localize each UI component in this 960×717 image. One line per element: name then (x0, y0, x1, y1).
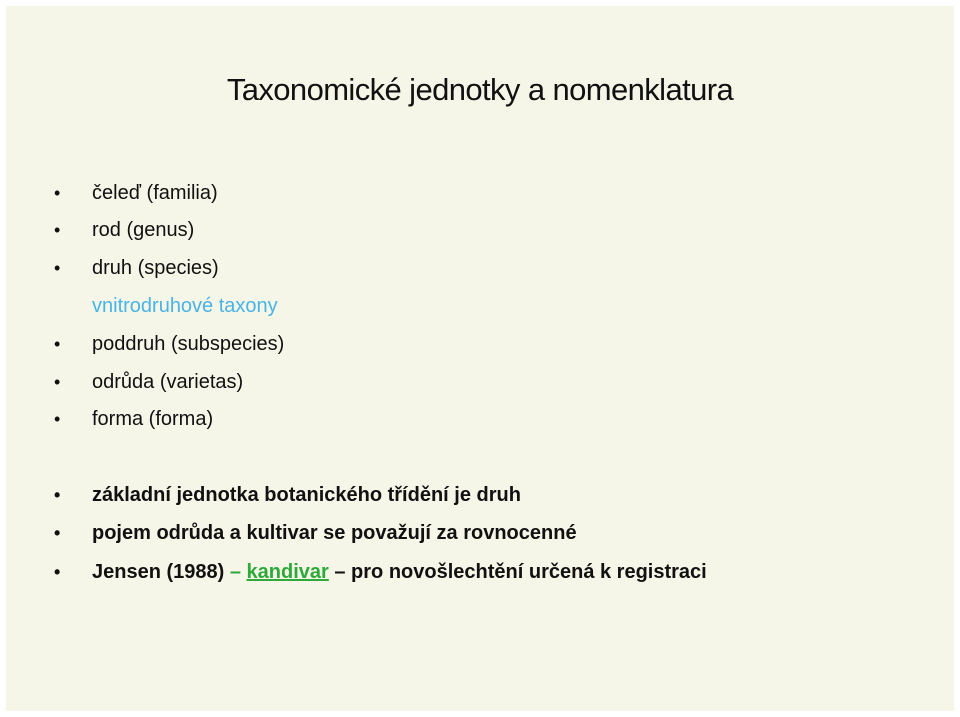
note-text: pojem odrůda a kultivar se považují za rovnocenné (92, 522, 577, 544)
infraspecific-text: poddruh (subspecies) (92, 333, 285, 355)
rank-text: čeleď (familia) (92, 182, 218, 204)
bullet-icon: • (54, 183, 61, 203)
note-text: základní jednotka botanického třídění je druh (92, 484, 521, 506)
infraspecific-text: odrůda (varietas) (92, 371, 244, 393)
bullet-icon: • (54, 409, 61, 429)
list-item-rank (54, 181, 218, 205)
list-item-rank (54, 256, 219, 280)
slide-title: Taxonomické jednotky a nomenklatura (226, 72, 734, 107)
bullet-icon: • (54, 523, 61, 543)
infraspecific-text: forma (forma) (92, 408, 214, 430)
jensen-dash: – (229, 561, 241, 583)
jensen-suffix: – pro novošlechtění určená k registraci (328, 561, 707, 583)
list-item-infraspecific (54, 407, 214, 431)
list-item-infraspecific (54, 332, 285, 356)
list-item-jensen (54, 560, 707, 584)
bullet-icon: • (54, 220, 61, 240)
list-item-rank (54, 218, 195, 242)
rank-text: rod (genus) (92, 219, 195, 241)
bullet-icon: • (54, 334, 61, 354)
bullet-icon: • (54, 485, 61, 505)
subheading-infraspecific: vnitrodruhové taxony (92, 295, 278, 317)
kandivar-term: kandivar (246, 561, 329, 583)
bullet-icon: • (54, 372, 61, 392)
bullet-icon: • (54, 258, 61, 278)
rank-text: druh (species) (92, 257, 219, 279)
list-item-infraspecific (54, 370, 244, 394)
list-item-note (54, 521, 577, 545)
slide (6, 6, 954, 711)
bullet-icon: • (54, 562, 61, 582)
list-item-note (54, 483, 521, 507)
jensen-prefix: Jensen (1988) (92, 561, 230, 583)
